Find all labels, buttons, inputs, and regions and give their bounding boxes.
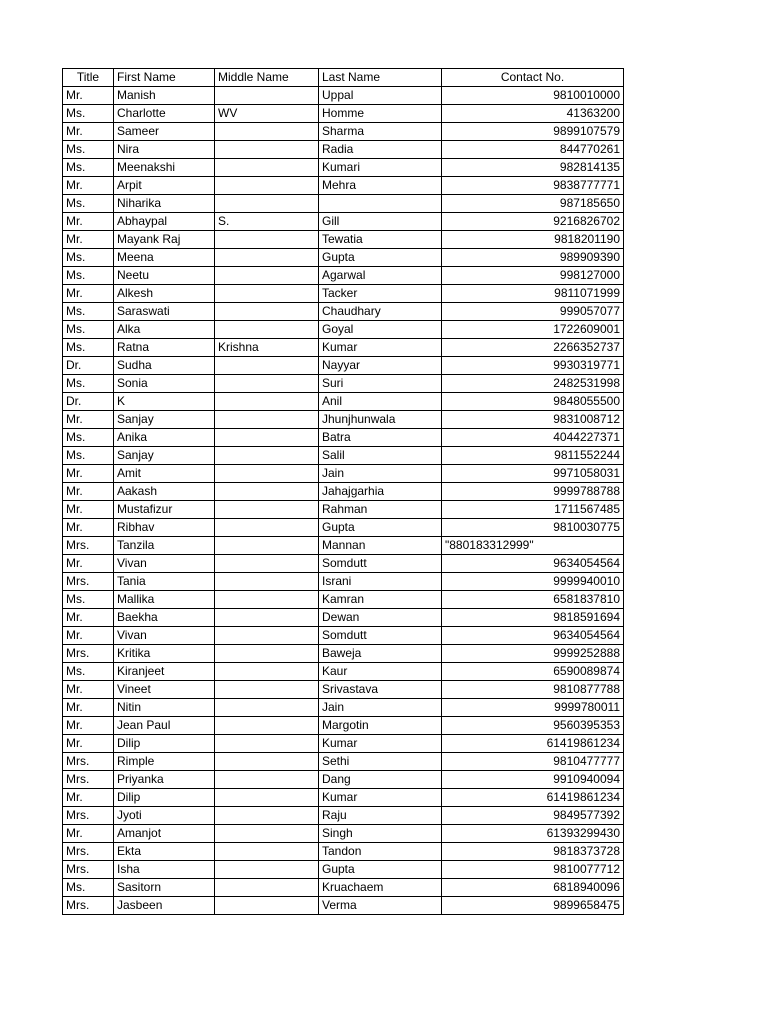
cell-title: Mr. xyxy=(63,483,114,501)
cell-title: Mr. xyxy=(63,285,114,303)
cell-title: Ms. xyxy=(63,303,114,321)
cell-last-name: Jain xyxy=(319,465,442,483)
table-row xyxy=(63,267,624,285)
cell-first-name: Meena xyxy=(114,249,215,267)
cell-middle-name xyxy=(215,663,319,681)
cell-title: Mrs. xyxy=(63,573,114,591)
table-row xyxy=(63,501,624,519)
cell-last-name: Batra xyxy=(319,429,442,447)
cell-last-name: Kumari xyxy=(319,159,442,177)
cell-middle-name xyxy=(215,645,319,663)
table-row xyxy=(63,411,624,429)
cell-contact-no: 9810077712 xyxy=(442,861,624,879)
cell-last-name xyxy=(319,195,442,213)
cell-last-name: Kumar xyxy=(319,789,442,807)
cell-contact-no: 9818591694 xyxy=(442,609,624,627)
cell-contact-no: 9818201190 xyxy=(442,231,624,249)
cell-contact-no: "880183312999" xyxy=(442,537,624,555)
cell-middle-name xyxy=(215,483,319,501)
cell-title: Mr. xyxy=(63,717,114,735)
cell-contact-no: 2266352737 xyxy=(442,339,624,357)
cell-first-name: Abhaypal xyxy=(114,213,215,231)
cell-middle-name xyxy=(215,591,319,609)
cell-contact-no: 41363200 xyxy=(442,105,624,123)
cell-first-name: Saraswati xyxy=(114,303,215,321)
cell-contact-no: 9634054564 xyxy=(442,555,624,573)
cell-contact-no: 6590089874 xyxy=(442,663,624,681)
cell-middle-name xyxy=(215,429,319,447)
header-first-name: First Name xyxy=(114,69,215,87)
cell-contact-no: 9810877788 xyxy=(442,681,624,699)
cell-middle-name xyxy=(215,825,319,843)
cell-middle-name: WV xyxy=(215,105,319,123)
cell-first-name: Amanjot xyxy=(114,825,215,843)
cell-contact-no: 9849577392 xyxy=(442,807,624,825)
cell-title: Mr. xyxy=(63,501,114,519)
cell-title: Mr. xyxy=(63,735,114,753)
cell-title: Dr. xyxy=(63,357,114,375)
cell-title: Ms. xyxy=(63,267,114,285)
cell-title: Mr. xyxy=(63,213,114,231)
header-title: Title xyxy=(63,69,114,87)
cell-title: Ms. xyxy=(63,879,114,897)
table-row xyxy=(63,393,624,411)
cell-title: Mr. xyxy=(63,123,114,141)
cell-last-name: Agarwal xyxy=(319,267,442,285)
cell-last-name: Rahman xyxy=(319,501,442,519)
table-row xyxy=(63,303,624,321)
cell-last-name: Jain xyxy=(319,699,442,717)
table-row xyxy=(63,339,624,357)
table-row xyxy=(63,735,624,753)
cell-last-name: Uppal xyxy=(319,87,442,105)
cell-middle-name xyxy=(215,555,319,573)
cell-middle-name xyxy=(215,465,319,483)
cell-contact-no: 9810477777 xyxy=(442,753,624,771)
cell-middle-name xyxy=(215,627,319,645)
cell-first-name: Charlotte xyxy=(114,105,215,123)
cell-first-name: Tania xyxy=(114,573,215,591)
cell-last-name: Tacker xyxy=(319,285,442,303)
table-row xyxy=(63,699,624,717)
cell-first-name: Sanjay xyxy=(114,411,215,429)
cell-title: Mrs. xyxy=(63,843,114,861)
cell-last-name: Nayyar xyxy=(319,357,442,375)
cell-contact-no: 9216826702 xyxy=(442,213,624,231)
cell-last-name: Israni xyxy=(319,573,442,591)
cell-first-name: Meenakshi xyxy=(114,159,215,177)
cell-title: Ms. xyxy=(63,249,114,267)
cell-title: Mr. xyxy=(63,699,114,717)
cell-title: Mr. xyxy=(63,825,114,843)
cell-middle-name xyxy=(215,141,319,159)
cell-first-name: Niharika xyxy=(114,195,215,213)
table-row xyxy=(63,645,624,663)
cell-middle-name xyxy=(215,411,319,429)
cell-title: Mrs. xyxy=(63,861,114,879)
cell-contact-no: 9838777771 xyxy=(442,177,624,195)
table-row xyxy=(63,429,624,447)
cell-contact-no: 9899107579 xyxy=(442,123,624,141)
table-row xyxy=(63,465,624,483)
cell-title: Mrs. xyxy=(63,807,114,825)
table-row xyxy=(63,285,624,303)
cell-contact-no: 9811552244 xyxy=(442,447,624,465)
cell-contact-no: 9810030775 xyxy=(442,519,624,537)
cell-last-name: Gupta xyxy=(319,519,442,537)
cell-first-name: Ratna xyxy=(114,339,215,357)
table-row xyxy=(63,519,624,537)
table-row xyxy=(63,591,624,609)
cell-first-name: Mustafizur xyxy=(114,501,215,519)
cell-first-name: Mayank Raj xyxy=(114,231,215,249)
cell-title: Mr. xyxy=(63,555,114,573)
cell-first-name: Neetu xyxy=(114,267,215,285)
cell-title: Mr. xyxy=(63,465,114,483)
cell-middle-name xyxy=(215,447,319,465)
cell-middle-name xyxy=(215,807,319,825)
cell-first-name: Kritika xyxy=(114,645,215,663)
table-row xyxy=(63,771,624,789)
cell-title: Dr. xyxy=(63,393,114,411)
cell-contact-no: 6818940096 xyxy=(442,879,624,897)
cell-contact-no: 844770261 xyxy=(442,141,624,159)
cell-last-name: Mehra xyxy=(319,177,442,195)
header-contact-no: Contact No. xyxy=(442,69,624,87)
cell-middle-name xyxy=(215,537,319,555)
cell-title: Mr. xyxy=(63,177,114,195)
cell-middle-name xyxy=(215,789,319,807)
cell-middle-name xyxy=(215,393,319,411)
cell-first-name: Ribhav xyxy=(114,519,215,537)
cell-middle-name xyxy=(215,861,319,879)
table-row xyxy=(63,123,624,141)
cell-title: Mr. xyxy=(63,789,114,807)
cell-title: Mr. xyxy=(63,231,114,249)
cell-first-name: Jyoti xyxy=(114,807,215,825)
cell-contact-no: 987185650 xyxy=(442,195,624,213)
cell-first-name: K xyxy=(114,393,215,411)
cell-contact-no: 9971058031 xyxy=(442,465,624,483)
cell-last-name: Singh xyxy=(319,825,442,843)
cell-first-name: Vivan xyxy=(114,627,215,645)
cell-last-name: Anil xyxy=(319,393,442,411)
table-row xyxy=(63,879,624,897)
cell-last-name: Gupta xyxy=(319,861,442,879)
cell-last-name: Gupta xyxy=(319,249,442,267)
cell-title: Mr. xyxy=(63,519,114,537)
cell-first-name: Baekha xyxy=(114,609,215,627)
table-row xyxy=(63,537,624,555)
table-row xyxy=(63,573,624,591)
cell-first-name: Vivan xyxy=(114,555,215,573)
cell-first-name: Isha xyxy=(114,861,215,879)
cell-first-name: Jasbeen xyxy=(114,897,215,915)
cell-middle-name xyxy=(215,771,319,789)
cell-middle-name xyxy=(215,87,319,105)
cell-last-name: Baweja xyxy=(319,645,442,663)
cell-middle-name: S. xyxy=(215,213,319,231)
cell-title: Mrs. xyxy=(63,537,114,555)
cell-first-name: Jean Paul xyxy=(114,717,215,735)
cell-title: Mrs. xyxy=(63,771,114,789)
cell-contact-no: 61419861234 xyxy=(442,789,624,807)
cell-first-name: Vineet xyxy=(114,681,215,699)
header-middle-name: Middle Name xyxy=(215,69,319,87)
table-row xyxy=(63,249,624,267)
cell-contact-no: 4044227371 xyxy=(442,429,624,447)
cell-contact-no: 9999788788 xyxy=(442,483,624,501)
cell-contact-no: 6581837810 xyxy=(442,591,624,609)
cell-last-name: Jhunjhunwala xyxy=(319,411,442,429)
table-row xyxy=(63,753,624,771)
cell-title: Mr. xyxy=(63,681,114,699)
cell-last-name: Kumar xyxy=(319,735,442,753)
table-body xyxy=(63,87,624,915)
cell-contact-no: 9999940010 xyxy=(442,573,624,591)
cell-last-name: Mannan xyxy=(319,537,442,555)
cell-contact-no: 2482531998 xyxy=(442,375,624,393)
cell-last-name: Jahajgarhia xyxy=(319,483,442,501)
cell-title: Mr. xyxy=(63,411,114,429)
cell-title: Ms. xyxy=(63,663,114,681)
cell-last-name: Salil xyxy=(319,447,442,465)
table-row xyxy=(63,159,624,177)
cell-title: Mrs. xyxy=(63,753,114,771)
cell-contact-no: 9999780011 xyxy=(442,699,624,717)
cell-first-name: Alka xyxy=(114,321,215,339)
cell-first-name: Rimple xyxy=(114,753,215,771)
cell-contact-no: 1722609001 xyxy=(442,321,624,339)
cell-last-name: Suri xyxy=(319,375,442,393)
cell-middle-name xyxy=(215,717,319,735)
cell-first-name: Anika xyxy=(114,429,215,447)
cell-first-name: Sonia xyxy=(114,375,215,393)
cell-contact-no: 999057077 xyxy=(442,303,624,321)
cell-middle-name xyxy=(215,267,319,285)
cell-last-name: Kruachaem xyxy=(319,879,442,897)
cell-contact-no: 9910940094 xyxy=(442,771,624,789)
table-row xyxy=(63,663,624,681)
cell-last-name: Kumar xyxy=(319,339,442,357)
cell-middle-name xyxy=(215,357,319,375)
cell-middle-name xyxy=(215,249,319,267)
cell-last-name: Somdutt xyxy=(319,555,442,573)
cell-first-name: Aakash xyxy=(114,483,215,501)
cell-middle-name xyxy=(215,843,319,861)
cell-middle-name xyxy=(215,699,319,717)
cell-first-name: Amit xyxy=(114,465,215,483)
cell-last-name: Dang xyxy=(319,771,442,789)
table-row xyxy=(63,789,624,807)
cell-title: Mrs. xyxy=(63,645,114,663)
cell-middle-name xyxy=(215,609,319,627)
cell-middle-name xyxy=(215,231,319,249)
table-row xyxy=(63,357,624,375)
cell-middle-name xyxy=(215,177,319,195)
cell-title: Ms. xyxy=(63,375,114,393)
cell-middle-name xyxy=(215,501,319,519)
cell-first-name: Tanzila xyxy=(114,537,215,555)
table-row xyxy=(63,897,624,915)
cell-first-name: Nira xyxy=(114,141,215,159)
cell-middle-name xyxy=(215,303,319,321)
cell-last-name: Kaur xyxy=(319,663,442,681)
cell-title: Ms. xyxy=(63,195,114,213)
cell-title: Ms. xyxy=(63,591,114,609)
table-row xyxy=(63,717,624,735)
cell-middle-name xyxy=(215,285,319,303)
cell-title: Ms. xyxy=(63,339,114,357)
cell-first-name: Nitin xyxy=(114,699,215,717)
cell-first-name: Dilip xyxy=(114,789,215,807)
cell-last-name: Chaudhary xyxy=(319,303,442,321)
table-row xyxy=(63,195,624,213)
cell-middle-name xyxy=(215,321,319,339)
table-row xyxy=(63,105,624,123)
cell-last-name: Somdutt xyxy=(319,627,442,645)
cell-last-name: Sharma xyxy=(319,123,442,141)
table-row xyxy=(63,609,624,627)
cell-last-name: Raju xyxy=(319,807,442,825)
cell-last-name: Sethi xyxy=(319,753,442,771)
cell-contact-no: 9634054564 xyxy=(442,627,624,645)
cell-contact-no: 61419861234 xyxy=(442,735,624,753)
table-row xyxy=(63,627,624,645)
cell-first-name: Sasitorn xyxy=(114,879,215,897)
cell-title: Ms. xyxy=(63,321,114,339)
cell-contact-no: 9831008712 xyxy=(442,411,624,429)
cell-middle-name xyxy=(215,159,319,177)
cell-first-name: Priyanka xyxy=(114,771,215,789)
table-row xyxy=(63,231,624,249)
cell-middle-name xyxy=(215,879,319,897)
cell-contact-no: 9899658475 xyxy=(442,897,624,915)
cell-last-name: Goyal xyxy=(319,321,442,339)
cell-contact-no: 9848055500 xyxy=(442,393,624,411)
cell-title: Mr. xyxy=(63,87,114,105)
table-row xyxy=(63,375,624,393)
cell-first-name: Sudha xyxy=(114,357,215,375)
table-row xyxy=(63,447,624,465)
cell-middle-name xyxy=(215,753,319,771)
cell-title: Ms. xyxy=(63,159,114,177)
table-row xyxy=(63,825,624,843)
cell-first-name: Sameer xyxy=(114,123,215,141)
header-last-name: Last Name xyxy=(319,69,442,87)
cell-first-name: Ekta xyxy=(114,843,215,861)
cell-title: Mr. xyxy=(63,609,114,627)
cell-contact-no: 982814135 xyxy=(442,159,624,177)
table-row xyxy=(63,555,624,573)
cell-title: Ms. xyxy=(63,429,114,447)
table-header xyxy=(63,69,624,87)
table-row xyxy=(63,807,624,825)
cell-contact-no: 9560395353 xyxy=(442,717,624,735)
contact-table xyxy=(62,68,624,915)
table-row xyxy=(63,177,624,195)
table-row xyxy=(63,681,624,699)
cell-contact-no: 9930319771 xyxy=(442,357,624,375)
cell-first-name: Arpit xyxy=(114,177,215,195)
cell-last-name: Gill xyxy=(319,213,442,231)
cell-contact-no: 989909390 xyxy=(442,249,624,267)
cell-title: Ms. xyxy=(63,105,114,123)
table-row xyxy=(63,861,624,879)
cell-title: Ms. xyxy=(63,141,114,159)
cell-first-name: Manish xyxy=(114,87,215,105)
cell-first-name: Sanjay xyxy=(114,447,215,465)
table-row xyxy=(63,87,624,105)
cell-last-name: Tewatia xyxy=(319,231,442,249)
cell-contact-no: 9811071999 xyxy=(442,285,624,303)
cell-last-name: Radia xyxy=(319,141,442,159)
cell-contact-no: 998127000 xyxy=(442,267,624,285)
cell-last-name: Kamran xyxy=(319,591,442,609)
cell-middle-name xyxy=(215,573,319,591)
table-row xyxy=(63,213,624,231)
cell-middle-name xyxy=(215,375,319,393)
cell-last-name: Tandon xyxy=(319,843,442,861)
cell-middle-name: Krishna xyxy=(215,339,319,357)
cell-middle-name xyxy=(215,519,319,537)
cell-last-name: Homme xyxy=(319,105,442,123)
cell-last-name: Verma xyxy=(319,897,442,915)
cell-middle-name xyxy=(215,681,319,699)
cell-last-name: Srivastava xyxy=(319,681,442,699)
table-row xyxy=(63,843,624,861)
cell-first-name: Mallika xyxy=(114,591,215,609)
cell-first-name: Alkesh xyxy=(114,285,215,303)
cell-middle-name xyxy=(215,735,319,753)
cell-title: Mr. xyxy=(63,627,114,645)
cell-last-name: Dewan xyxy=(319,609,442,627)
cell-last-name: Margotin xyxy=(319,717,442,735)
cell-contact-no: 9818373728 xyxy=(442,843,624,861)
cell-first-name: Dilip xyxy=(114,735,215,753)
cell-middle-name xyxy=(215,897,319,915)
cell-first-name: Kiranjeet xyxy=(114,663,215,681)
cell-middle-name xyxy=(215,123,319,141)
table-row xyxy=(63,483,624,501)
cell-middle-name xyxy=(215,195,319,213)
table-row xyxy=(63,141,624,159)
cell-title: Mrs. xyxy=(63,897,114,915)
cell-contact-no: 9999252888 xyxy=(442,645,624,663)
cell-contact-no: 9810010000 xyxy=(442,87,624,105)
table-row xyxy=(63,321,624,339)
cell-contact-no: 61393299430 xyxy=(442,825,624,843)
cell-contact-no: 1711567485 xyxy=(442,501,624,519)
cell-title: Ms. xyxy=(63,447,114,465)
header-row xyxy=(63,69,624,87)
